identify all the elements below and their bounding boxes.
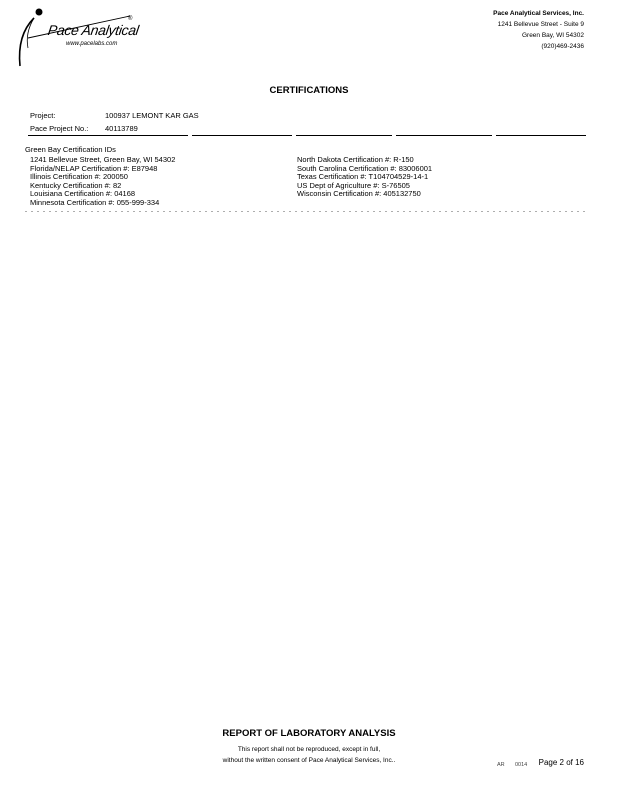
divider-rule (496, 135, 586, 136)
address-street: 1241 Bellevue Street - Suite 9 (497, 21, 584, 28)
address-phone: (920)469-2436 (541, 43, 584, 50)
project-label: Project: (30, 111, 56, 120)
certification-list-left (30, 156, 175, 207)
footer-title: REPORT OF LABORATORY ANALYSIS (222, 728, 396, 739)
address-company: Pace Analytical Services, Inc. (493, 10, 584, 17)
footer-mark: AR (497, 762, 505, 768)
certification-list-right (297, 156, 432, 199)
logo-registered-mark: ® (128, 16, 133, 22)
project-value: 100937 LEMONT KAR GAS (105, 111, 199, 120)
logo-wordmark: Pace Analytical (46, 22, 140, 38)
list-item: Florida/NELAP Certification #: E87948 (30, 163, 158, 173)
list-item: North Dakota Certification #: R-150 (297, 155, 414, 164)
divider-rule (192, 135, 292, 136)
list-item: US Dept of Agriculture #: S-76505 (297, 180, 410, 190)
footer-notice-line-2: without the written consent of Pace Analytical Services, Inc.. (222, 757, 396, 764)
divider-rule (28, 135, 188, 136)
page-number: Page 2 of 16 (538, 758, 584, 767)
pace-project-label: Pace Project No.: (30, 124, 89, 133)
list-item: Wisconsin Certification #: 405132750 (297, 189, 421, 198)
logo-url: www.pacelabs.com (66, 41, 118, 47)
list-item: 1241 Bellevue Street, Green Bay, WI 54302 (30, 155, 176, 164)
list-item: Kentucky Certification #: 82 (30, 180, 122, 190)
footer-mark: 0014 (515, 762, 528, 768)
divider-rule (396, 135, 492, 136)
scan-artifact-line (25, 211, 585, 212)
list-item: Illinois Certification #: 200050 (30, 172, 128, 181)
divider-rule (296, 135, 392, 136)
footer-notice-line-1: This report shall not be reproduced, except in full, (237, 746, 381, 753)
list-item: South Carolina Certification #: 83006001 (297, 163, 433, 173)
certification-section-title: Green Bay Certification IDs (25, 145, 116, 154)
company-address (493, 8, 584, 52)
page-title: CERTIFICATIONS (269, 85, 349, 96)
address-city: Green Bay, WI 54302 (521, 32, 584, 39)
list-item: Texas Certification #: T104704529-14-1 (297, 172, 429, 181)
pace-project-value: 40113789 (105, 124, 138, 133)
list-item: Louisiana Certification #: 04168 (30, 189, 136, 198)
list-item: Minnesota Certification #: 055-999-334 (30, 197, 160, 207)
